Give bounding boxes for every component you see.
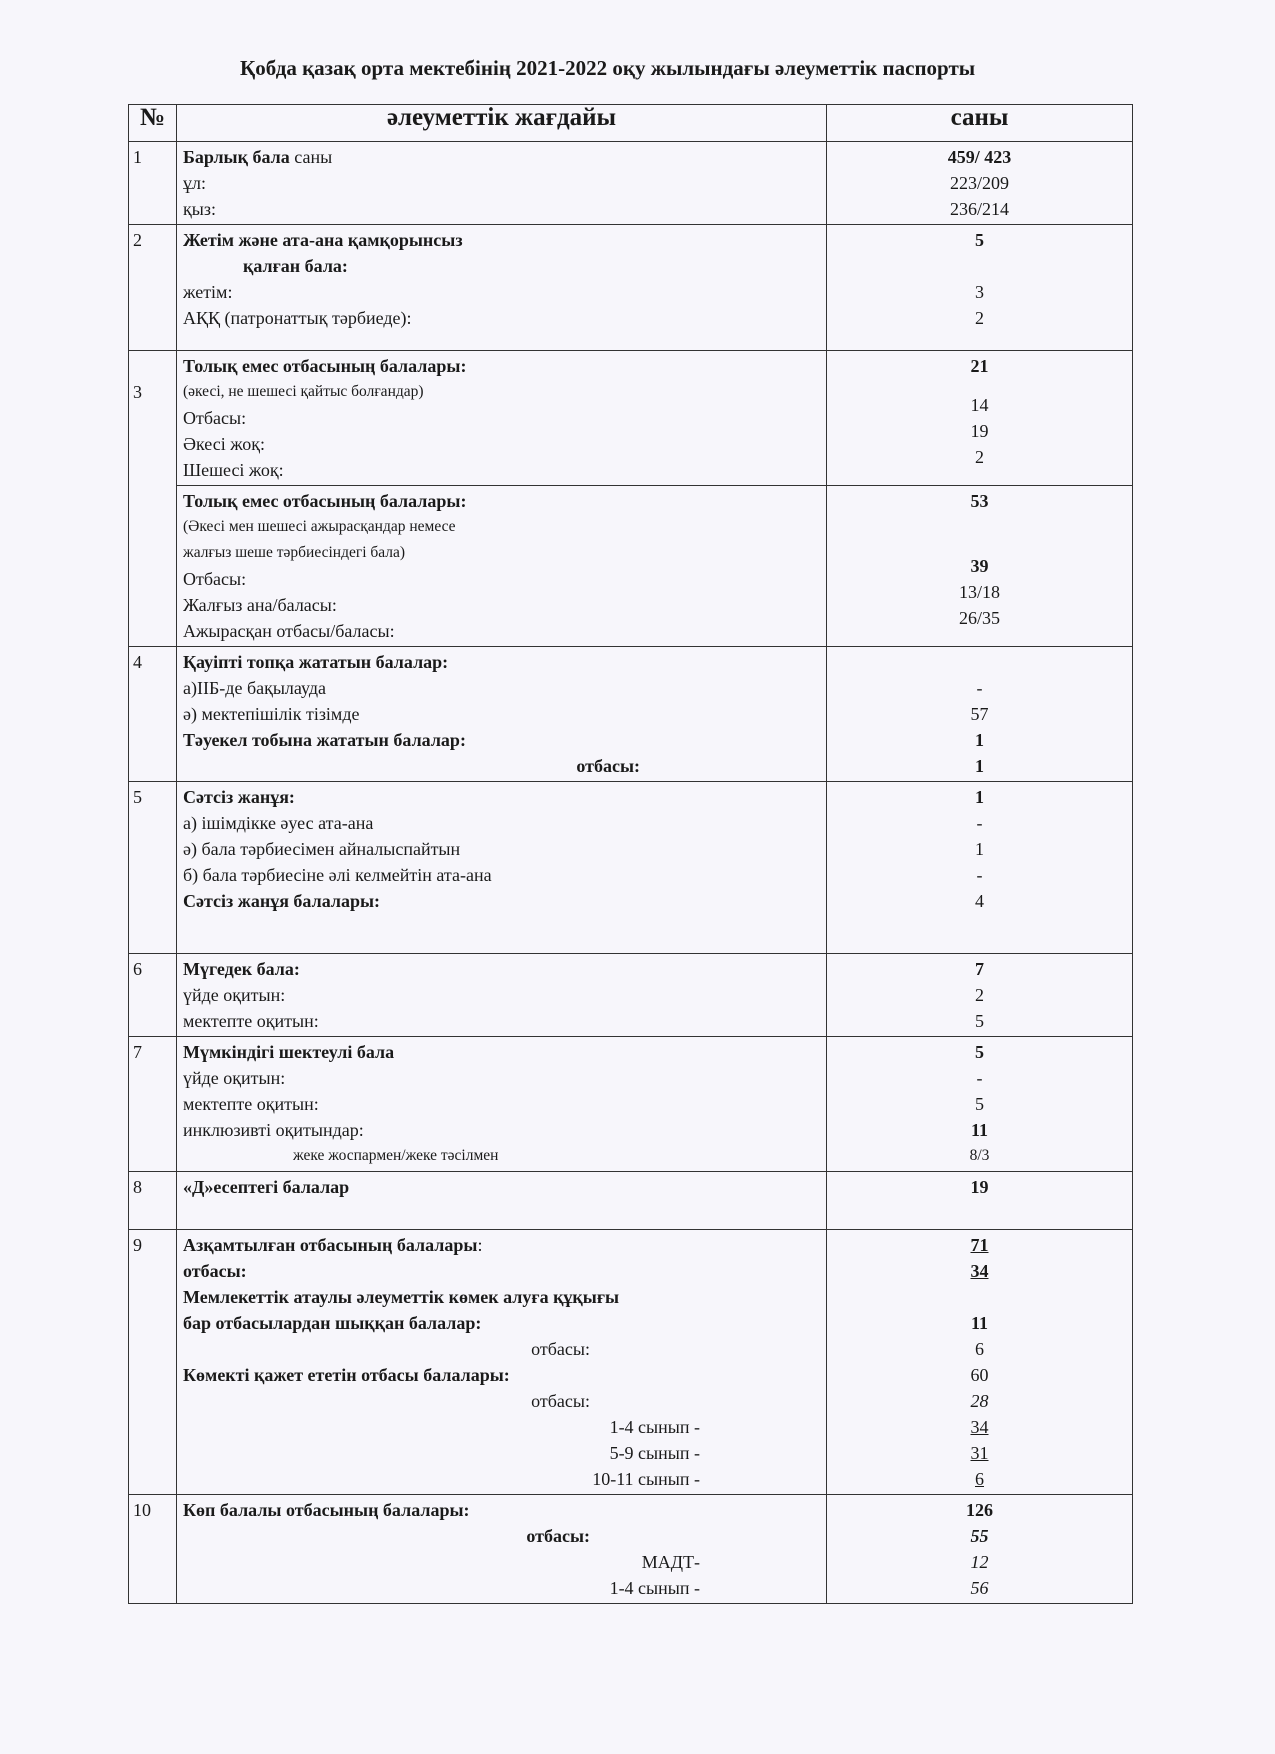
row-value: 1 — [975, 756, 984, 776]
row-label: Сәтсіз жанұя балалары: — [183, 891, 381, 911]
row-label: а)ІІБ-де бақылауда — [183, 678, 327, 698]
header-condition: әлеуметтік жағдайы — [177, 105, 827, 142]
row-value: 57 — [970, 704, 989, 724]
row-condition — [177, 782, 827, 954]
row-number: 2 — [129, 225, 177, 351]
row-value: 56 — [970, 1578, 989, 1598]
row-value: 39 — [970, 556, 989, 576]
row-values — [827, 351, 1133, 486]
row-value: 2 — [975, 308, 984, 328]
page-title: Қобда қазақ орта мектебінің 2021-2022 оқу жылындағы әлеуметтік паспорты — [240, 56, 976, 80]
row-label: қалған бала: — [243, 256, 348, 276]
row-value: 21 — [970, 356, 989, 376]
row-label: Ажырасқан отбасы/баласы: — [183, 621, 395, 641]
row-value: 55 — [970, 1526, 989, 1546]
row-label: Қауіпті топқа жататын балалар: — [183, 652, 449, 672]
row-label: жалғыз шеше тәрбиесіндегі бала) — [183, 544, 406, 561]
row-number: 10 — [129, 1495, 177, 1604]
row-value: 26/35 — [958, 608, 1000, 628]
row-condition — [177, 142, 827, 225]
row-value: 6 — [975, 1469, 984, 1489]
row-label: МАДТ- — [641, 1552, 700, 1572]
row-values — [827, 486, 1133, 647]
row-values — [827, 1230, 1133, 1495]
row-value: 53 — [970, 491, 989, 511]
row-value: - — [976, 813, 983, 833]
row-value: 5 — [975, 1094, 984, 1114]
row-label: жеке жоспармен/жеке тәсілмен — [293, 1147, 499, 1164]
table-row — [129, 142, 1133, 225]
row-label: Жалғыз ана/баласы: — [183, 595, 337, 615]
table-header-row — [129, 105, 1133, 142]
row-value: 236/214 — [949, 199, 1009, 219]
row-label: Мүмкіндігі шектеулі бала — [183, 1042, 395, 1062]
row-values — [827, 225, 1133, 351]
row-value: 8/3 — [969, 1147, 990, 1164]
row-value: 2 — [975, 985, 984, 1005]
row-values — [827, 1172, 1133, 1230]
row-label: : — [477, 1235, 483, 1255]
row-condition — [177, 351, 827, 486]
row-value: 11 — [970, 1313, 988, 1333]
row-value: 28 — [970, 1391, 989, 1411]
row-value: 7 — [975, 959, 984, 979]
row-label: ә) бала тәрбиесімен айналыспайтын — [183, 839, 461, 859]
row-label: ә) мектепішілік тізімде — [183, 704, 360, 724]
table-row — [129, 1495, 1133, 1604]
row-value: 3 — [975, 282, 984, 302]
row-label: отбасы: — [531, 1339, 590, 1359]
row-number: 4 — [129, 647, 177, 782]
row-value: 5 — [975, 1042, 984, 1062]
row-label: Отбасы: — [183, 408, 247, 428]
row-value: 126 — [966, 1500, 993, 1520]
row-value: 4 — [975, 891, 984, 911]
row-number: 7 — [129, 1037, 177, 1172]
row-value: 5 — [975, 230, 984, 250]
table-row — [129, 782, 1133, 954]
row-label: қыз: — [183, 199, 216, 219]
table-row — [129, 647, 1133, 782]
row-values — [827, 954, 1133, 1037]
row-label: отбасы: — [183, 1261, 247, 1281]
row-label: ұл: — [183, 173, 206, 193]
row-label: Көп балалы отбасының балалары: — [183, 1500, 470, 1520]
row-value: 1 — [975, 730, 984, 750]
header-num: № — [129, 105, 177, 142]
row-label: отбасы: — [576, 756, 640, 776]
table-row — [129, 486, 1133, 647]
row-value: 19 — [970, 1177, 989, 1197]
row-condition — [177, 1172, 827, 1230]
row-label: «Д»есептегі балалар — [183, 1177, 350, 1197]
row-label: отбасы: — [526, 1526, 590, 1546]
row-number: 6 — [129, 954, 177, 1037]
row-label: үйде оқитын: — [183, 1068, 286, 1088]
row-value: - — [976, 678, 983, 698]
row-value: 34 — [970, 1261, 989, 1281]
row-condition — [177, 1495, 827, 1604]
row-values — [827, 782, 1133, 954]
row-value: 13/18 — [958, 582, 1000, 602]
row-label: саны — [289, 147, 333, 167]
row-label: 10-11 сынып - — [592, 1469, 700, 1489]
table-row — [129, 351, 1133, 486]
row-value: 14 — [970, 395, 989, 415]
row-value: - — [976, 1068, 983, 1088]
row-value: 12 — [970, 1552, 989, 1572]
table-row — [129, 954, 1133, 1037]
row-label: АҚҚ (патронаттық тәрбиеде): — [183, 308, 412, 328]
row-value: - — [976, 865, 983, 885]
row-values — [827, 1495, 1133, 1604]
row-value: 11 — [970, 1120, 988, 1140]
row-label: 1-4 сынып - — [609, 1578, 700, 1598]
row-label: Мүгедек бала: — [183, 959, 300, 979]
row-label: Толық емес отбасының балалары: — [183, 491, 467, 511]
row-label: Сәтсіз жанұя: — [183, 787, 295, 807]
row-value: 459/ 423 — [947, 147, 1012, 167]
row-number: 5 — [129, 782, 177, 954]
row-number: 1 — [129, 142, 177, 225]
row-value: 31 — [970, 1443, 989, 1463]
row-label: Әкесі жоқ: — [183, 434, 265, 454]
row-label: Тәуекел тобына жататын балалар: — [183, 730, 466, 750]
row-label: жетім: — [183, 282, 233, 302]
table-row — [129, 1230, 1133, 1495]
row-condition — [177, 225, 827, 351]
row-label: б) бала тәрбиесіне әлі келмейтін ата-ана — [183, 865, 492, 885]
row-value: 1 — [975, 839, 984, 859]
row-condition — [177, 954, 827, 1037]
row-value: 1 — [975, 787, 984, 807]
row-number: 9 — [129, 1230, 177, 1495]
row-condition — [177, 1230, 827, 1495]
row-value: 6 — [975, 1339, 984, 1359]
row-values — [827, 142, 1133, 225]
row-label: үйде оқитын: — [183, 985, 286, 1005]
row-label: Мемлекеттік атаулы әлеуметтік көмек алуға құқығы — [183, 1287, 620, 1307]
row-label: Барлық бала — [183, 147, 290, 167]
social-passport-table — [128, 104, 1133, 1604]
table-row — [129, 1172, 1133, 1230]
row-number — [129, 351, 177, 647]
row-label: (Әкесі мен шешесі ажырасқандар немесе — [183, 518, 456, 535]
row-label: бар отбасылардан шыққан балалар: — [183, 1313, 482, 1333]
row-value: 19 — [970, 421, 989, 441]
row-value: 71 — [970, 1235, 989, 1255]
row-value: 223/209 — [949, 173, 1009, 193]
row-label: (әкесі, не шешесі қайтыс болғандар) — [183, 383, 424, 400]
row-number-text: 3 — [133, 382, 142, 402]
header-count: саны — [827, 105, 1133, 142]
row-values — [827, 647, 1133, 782]
row-label: мектепте оқитын: — [183, 1011, 319, 1031]
row-condition — [177, 486, 827, 647]
row-value: 60 — [970, 1365, 989, 1385]
row-label: отбасы: — [531, 1391, 590, 1411]
row-label: Көмекті қажет ететін отбасы балалары: — [183, 1365, 510, 1385]
row-label: 1-4 сынып - — [609, 1417, 700, 1437]
row-label: Толық емес отбасының балалары: — [183, 356, 467, 376]
table-row — [129, 1037, 1133, 1172]
row-label: Жетім және ата-ана қамқорынсыз — [183, 230, 463, 250]
row-value: 5 — [975, 1011, 984, 1031]
row-label: а) ішімдікке әуес ата-ана — [183, 813, 374, 833]
row-label: мектепте оқитын: — [183, 1094, 319, 1114]
row-values — [827, 1037, 1133, 1172]
row-value: 34 — [970, 1417, 989, 1437]
row-value: 2 — [975, 447, 984, 467]
row-label: Шешесі жоқ: — [183, 460, 284, 480]
row-label: Азқамтылған отбасының балалары — [183, 1235, 478, 1255]
row-number: 8 — [129, 1172, 177, 1230]
row-label: инклюзивті оқитындар: — [183, 1120, 364, 1140]
row-condition — [177, 647, 827, 782]
table-row — [129, 225, 1133, 351]
row-label: 5-9 сынып - — [609, 1443, 700, 1463]
row-label: Отбасы: — [183, 569, 247, 589]
row-condition — [177, 1037, 827, 1172]
